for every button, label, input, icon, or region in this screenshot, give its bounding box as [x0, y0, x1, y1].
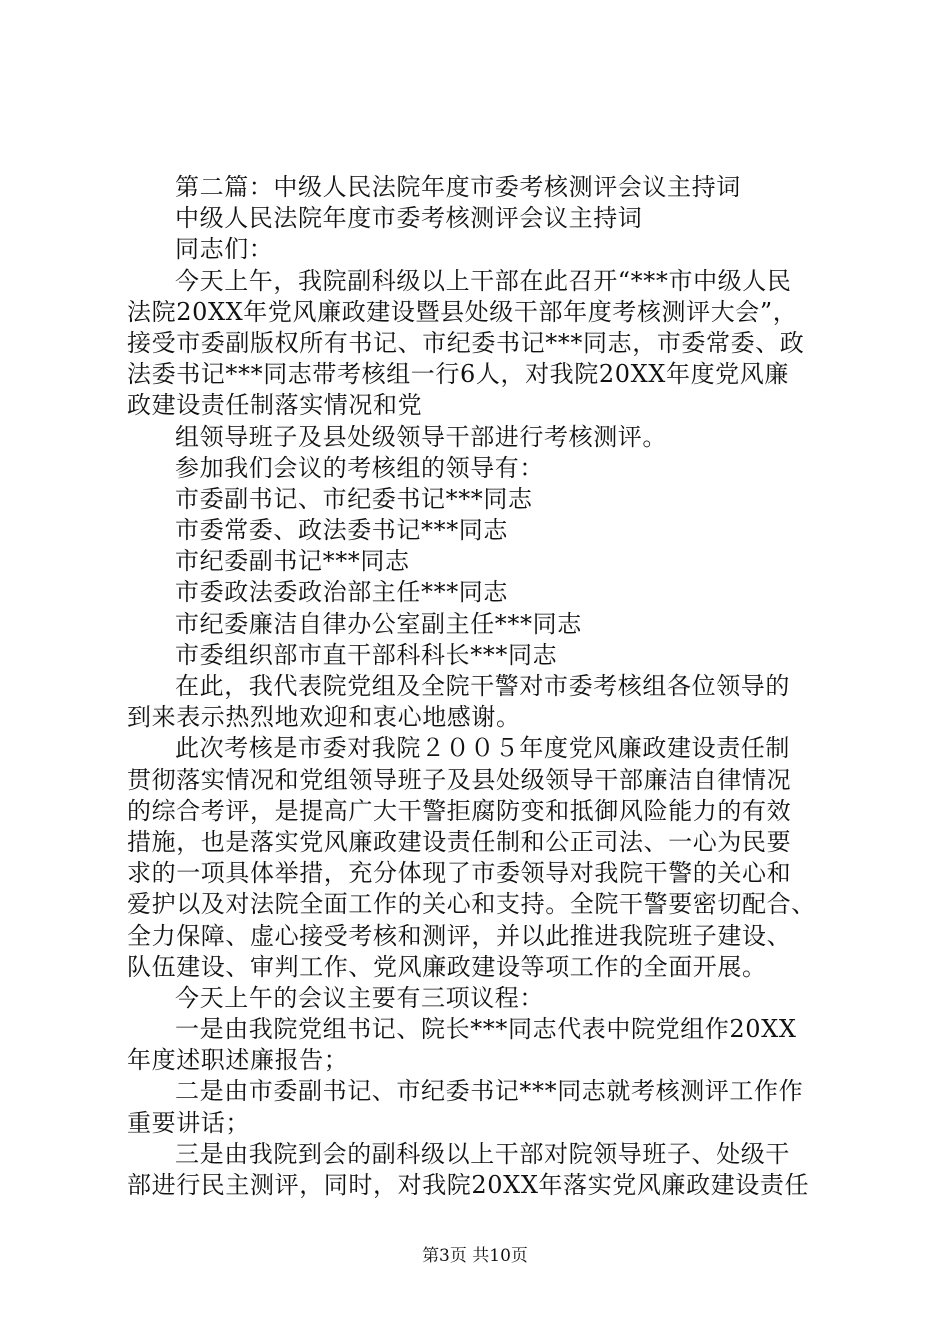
text-line: 组领导班子及县处级领导干部进行考核测评。	[175, 422, 667, 451]
text-line: 重要讲话；	[127, 1108, 250, 1137]
text-line: 今天上午的会议主要有三项议程：	[175, 983, 544, 1012]
text-line: 同志们：	[175, 235, 274, 264]
text-line: 第二篇：中级人民法院年度市委考核测评会议主持词	[175, 173, 741, 201]
text-line: 市委常委、政法委书记***同志	[175, 516, 508, 545]
text-line: 三是由我院到会的副科级以上干部对院领导班子、处级干	[175, 1139, 790, 1168]
page-number-footer: 第3页 共10页	[422, 1246, 528, 1266]
text-line: 到来表示热烈地欢迎和衷心地感谢。	[127, 703, 521, 732]
text-line: 市委副书记、市纪委书记***同志	[175, 484, 533, 513]
text-line: 贯彻落实情况和党组领导班子及县处级领导干部廉洁自律情况	[127, 765, 792, 794]
text-line: 队伍建设、审判工作、党风廉政建设等项工作的全面开展。	[127, 952, 767, 981]
text-line: 中级人民法院年度市委考核测评会议主持词	[175, 204, 643, 233]
text-line: 爱护以及对法院全面工作的关心和支持。全院干警要密切配合、	[127, 890, 816, 919]
text-line: 求的一项具体举措，充分体现了市委领导对我院干警的关心和	[127, 859, 792, 888]
text-line: 今天上午，我院副科级以上干部在此召开“***市中级人民	[175, 266, 792, 295]
text-line: 市委组织部市直干部科科长***同志	[175, 640, 558, 669]
text-line: 政建设责任制落实情况和党	[127, 391, 423, 420]
text-line: 法院20XX年党风廉政建设暨县处级干部年度考核测评大会”，	[127, 297, 798, 326]
text-line: 参加我们会议的考核组的领导有：	[175, 453, 544, 482]
text-line: 措施，也是落实党风廉政建设责任制和公正司法、一心为民要	[127, 827, 792, 856]
text-line: 二是由市委副书记、市纪委书记***同志就考核测评工作作	[175, 1077, 804, 1106]
text-line: 市委政法委政治部主任***同志	[175, 578, 508, 607]
document-body	[127, 172, 837, 1201]
text-line: 年度述职述廉报告；	[127, 1046, 349, 1075]
text-line: 一是由我院党组书记、院长***同志代表中院党组作20XX	[175, 1015, 797, 1044]
text-line: 的综合考评，是提高广大干警拒腐防变和抵御风险能力的有效	[127, 796, 792, 825]
text-line: 法委书记***同志带考核组一行6人，对我院20XX年度党风廉	[127, 360, 789, 389]
text-line: 此次考核是市委对我院２００５年度党风廉政建设责任制	[175, 734, 790, 763]
text-line: 市纪委廉洁自律办公室副主任***同志	[175, 609, 582, 638]
text-line: 市纪委副书记***同志	[175, 547, 410, 576]
text-line: 部进行民主测评，同时，对我院20XX年落实党风廉政建设责任	[127, 1171, 810, 1199]
text-line: 在此，我代表院党组及全院干警对市委考核组各位领导的	[175, 672, 790, 700]
text-line: 全力保障、虚心接受考核和测评，并以此推进我院班子建设、	[127, 921, 792, 950]
text-line: 接受市委副版权所有书记、市纪委书记***同志，市委常委、政	[127, 328, 805, 357]
